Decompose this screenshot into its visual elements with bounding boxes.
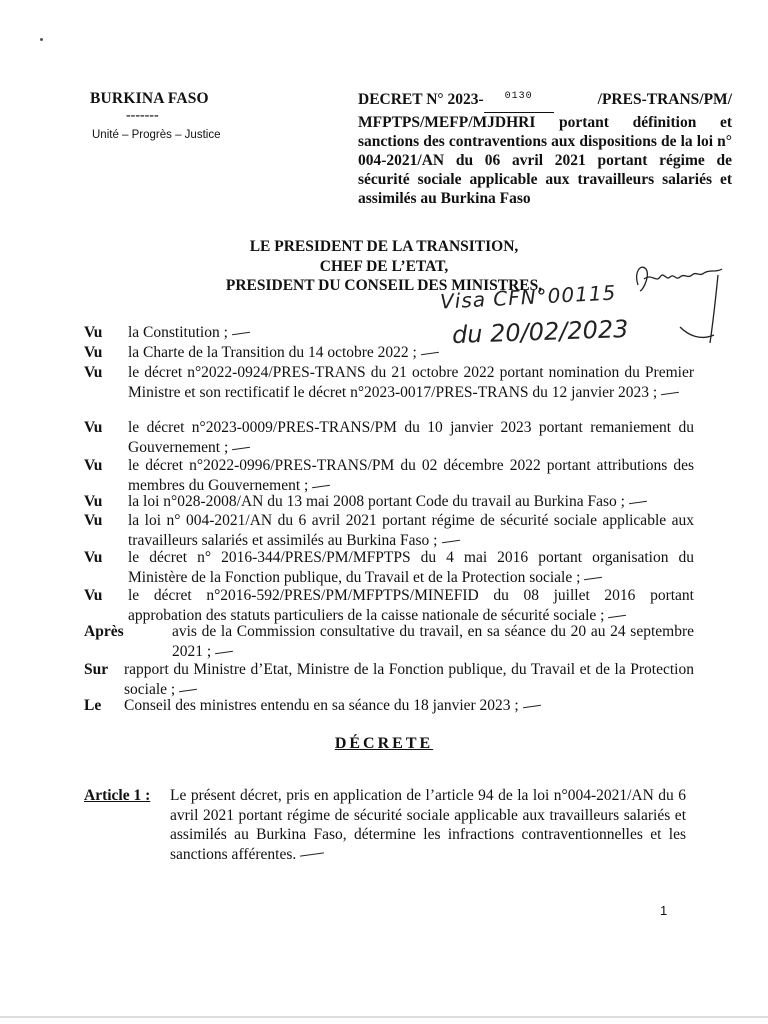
- consideration-label: Vu: [84, 324, 103, 341]
- president-line-1: LE PRESIDENT DE LA TRANSITION,: [249, 238, 519, 255]
- decrete-heading-text: DÉCRETE: [334, 735, 434, 752]
- page-number: 1: [660, 903, 668, 918]
- article-1-text: [170, 786, 686, 864]
- president-line-3: PRESIDENT DU CONSEIL DES MINISTRES,: [225, 277, 543, 294]
- consideration-row: [84, 323, 694, 343]
- decree-title-rest: MFPTPS/MEFP/MJDHRI portant définition et sanctions des contraventions aux dispositions de la loi n° 004-2021/AN du 06 avril 2021 portant régime de sécurité sociale applicable aux travailleurs salariés et assimilés au Burkina Faso: [358, 114, 732, 207]
- decree-suffix: /PRES-TRANS/PM/: [597, 91, 732, 108]
- consideration-row: [84, 622, 694, 662]
- decrete-heading: [0, 735, 768, 753]
- scan-speck: [40, 38, 43, 41]
- decree-prefix: DECRET N° 2023-: [358, 91, 484, 108]
- national-motto: Unité – Progrès – Justice: [92, 129, 221, 141]
- consideration-text: le décret n°2023-0009/PRES-TRANS/PM du 10 janvier 2023 portant remaniement du Gouvernement ;: [128, 419, 694, 456]
- consideration-row: [84, 660, 694, 700]
- consideration-text: Conseil des ministres entendu en sa séance du 18 janvier 2023 ;: [124, 697, 519, 714]
- decree-title: [358, 90, 732, 208]
- consideration-row: [84, 511, 694, 551]
- consideration-row: [84, 548, 694, 588]
- consideration-label: Vu: [84, 364, 103, 381]
- consideration-row: [84, 418, 694, 458]
- country-name: BURKINA FASO: [90, 90, 209, 107]
- consideration-label: Vu: [84, 512, 103, 529]
- consideration-row: [84, 363, 694, 403]
- consideration-text: le décret n° 2016-344/PRES/PM/MFPTPS du 4 mai 2016 portant organisation du Ministère de la Fonction publique, du Travail et de la Protection sociale ;: [128, 549, 694, 586]
- consideration-text: le décret n°2022-0996/PRES-TRANS/PM du 02 décembre 2022 portant attributions des membres du Gouvernement ;: [128, 457, 694, 494]
- handwritten-visa-date: du 20/02/2023: [451, 314, 629, 350]
- consideration-row: [84, 456, 694, 496]
- consideration-row: [84, 696, 694, 716]
- consideration-label: Vu: [84, 493, 103, 510]
- consideration-text: la loi n° 004-2021/AN du 6 avril 2021 portant régime de sécurité sociale applicable aux travailleurs salariés et assimilés au Burkina Faso ;: [128, 512, 694, 549]
- consideration-row: [84, 492, 694, 512]
- consideration-text: avis de la Commission consultative du travail, en sa séance du 20 au 24 septembre 2021 ;: [172, 623, 694, 660]
- consideration-text: le décret n°2022-0924/PRES-TRANS du 21 octobre 2022 portant nomination du Premier Ministre et son rectificatif le décret n°2023-0017/PRES-TRANS du 12 janvier 2023 ;: [128, 364, 694, 401]
- consideration-label: Le: [84, 697, 102, 714]
- consideration-text: la Charte de la Transition du 14 octobre 2022 ;: [128, 344, 417, 361]
- consideration-row: [84, 343, 694, 363]
- consideration-text: rapport du Ministre d’Etat, Ministre de la Fonction publique, du Travail et de la Protection sociale ;: [124, 661, 694, 698]
- consideration-label: Vu: [84, 344, 103, 361]
- consideration-label: Vu: [84, 549, 103, 566]
- decree-number: 0130: [504, 91, 533, 102]
- handwritten-visa: Visa CFN°00115: [439, 280, 617, 314]
- consideration-row: [84, 586, 694, 626]
- consideration-text: la loi n°028-2008/AN du 13 mai 2008 portant Code du travail au Burkina Faso ;: [128, 493, 625, 510]
- consideration-label: Vu: [84, 587, 103, 604]
- consideration-label: Vu: [84, 457, 103, 474]
- consideration-label: Vu: [84, 419, 103, 436]
- consideration-text: le décret n°2016-592/PRES/PM/MFPTPS/MINEFID du 08 juillet 2016 portant approbation des statuts particuliers de la caisse nationale de sécurité sociale ;: [128, 587, 694, 624]
- president-line-2: CHEF DE L’ETAT,: [319, 258, 449, 275]
- article-1-label: [84, 787, 150, 805]
- header-separator: -------: [126, 108, 159, 123]
- consideration-label: Sur: [84, 661, 109, 678]
- consideration-text: la Constitution ;: [128, 324, 228, 341]
- scan-edge: [0, 1016, 768, 1018]
- consideration-label: Après: [84, 623, 124, 640]
- article-1-label-text: Article 1 :: [84, 787, 151, 804]
- article-1-body: Le présent décret, pris en application de l’article 94 de la loi n°004-2021/AN du 6 avril 2021 portant régime de sécurité sociale applicable aux travailleurs salariés et assimilés au Burkina Faso, détermine les infractions contraventionnelles et les sanctions afférentes.: [170, 787, 686, 863]
